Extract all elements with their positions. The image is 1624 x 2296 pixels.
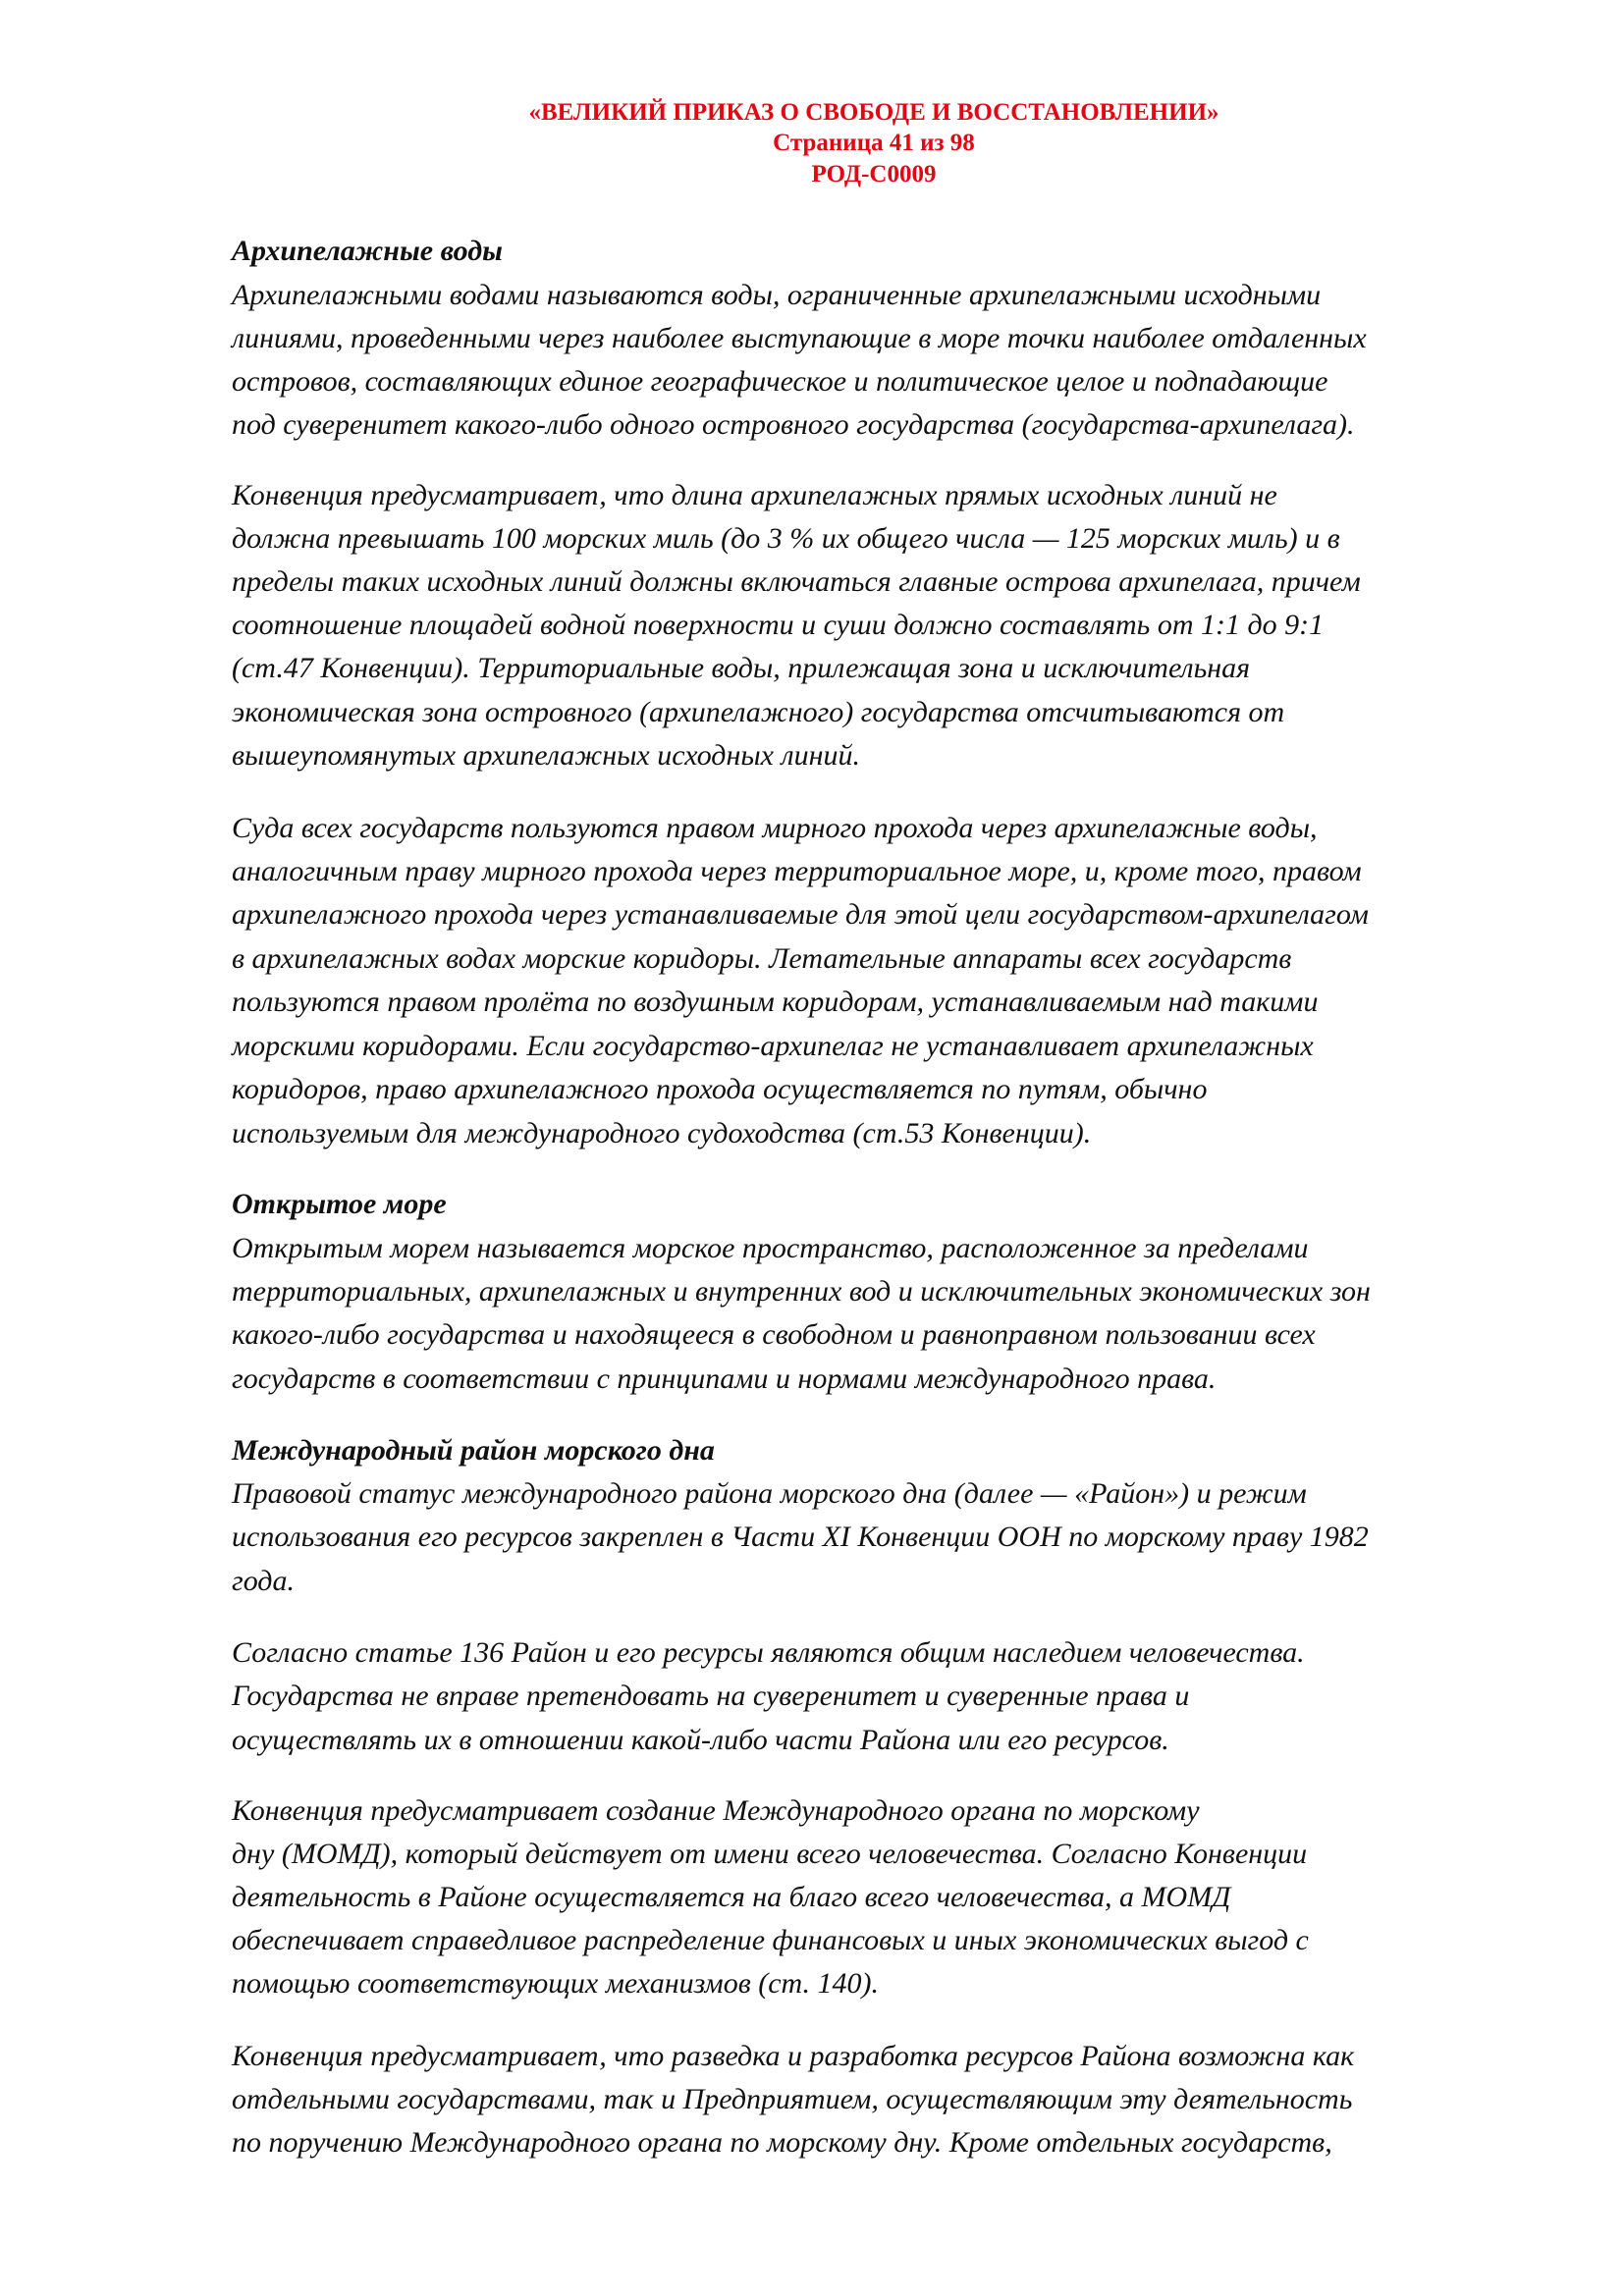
text-line: государств в соответствии с принципами и нормами международного права. (232, 1362, 1217, 1395)
text-line: использования его ресурсов закреплен в Части XI Конвенции ООН по морскому праву 1982 (232, 1521, 1369, 1553)
text-line: по поручению Международного органа по морскому дну. Кроме отдельных государств, (232, 2126, 1332, 2159)
text-line: Конвенция предусматривает, что разведка и разработка ресурсов Района возможна как (232, 2040, 1355, 2072)
text-line: пользуются правом пролёта по воздушным коридорам, устанавливаемым над такими (232, 986, 1319, 1018)
text-line: островов, составляющих единое географическое и политическое целое и подпадающие (232, 365, 1328, 398)
text-line: отдельными государствами, так и Предприятием, осуществляющим эту деятельность (232, 2083, 1353, 2115)
text-line: линиями, проведенными через наиболее выступающие в море точки наиболее отдаленных (232, 322, 1367, 354)
text-line: коридоров, право архипелажного прохода осуществляется по путям, обычно (232, 1073, 1208, 1105)
text-line: должна превышать 100 морских миль (до 3 % их общего числа — 125 морских миль) и в (232, 522, 1340, 555)
text-line: вышеупомянутых архипелажных исходных линий. (232, 739, 860, 772)
text-line: морскими коридорами. Если государство-архипелаг не устанавливает архипелажных (232, 1030, 1314, 1062)
text-line: соотношение площадей водной поверхности и суши должно составлять от 1:1 до 9:1 (232, 609, 1325, 641)
text-line: осуществлять их в отношении какой-либо части Района или его ресурсов. (232, 1724, 1169, 1756)
text-line: года. (232, 1565, 295, 1597)
section-heading: Открытое море (232, 1188, 447, 1220)
text-line: Согласно статье 136 Район и его ресурсы являются общим наследием человечества. (232, 1636, 1305, 1669)
document-code: РОД-С0009 (811, 161, 937, 187)
text-line: Правовой статус международного района морского дна (далее — «Район») и режим (232, 1477, 1307, 1510)
text-line: Открытым морем называется морское пространство, расположенное за пределами (232, 1232, 1309, 1264)
text-line: какого-либо государства и находящееся в свободном и равноправном пользовании всех (232, 1318, 1316, 1351)
document-title: «ВЕЛИКИЙ ПРИКАЗ О СВОБОДЕ И ВОССТАНОВЛЕНИИ» (528, 99, 1219, 126)
page-number: Страница 41 из 98 (773, 130, 975, 156)
text-line: используемым для международного судоходства (ст.53 Конвенции). (232, 1117, 1092, 1149)
text-line: аналогичным праву мирного прохода через территориальное море, и, кроме того, правом (232, 855, 1362, 887)
text-line: Конвенция предусматривает, что длина архипелажных прямых исходных линий не (232, 479, 1277, 511)
text-line: Архипелажными водами называются воды, ограниченные архипелажными исходными (232, 279, 1322, 311)
text-line: Суда всех государств пользуются правом мирного прохода через архипелажные воды, (232, 812, 1318, 844)
text-line: деятельность в Районе осуществляется на благо всего человечества, а МОМД (232, 1881, 1231, 1913)
text-line: (ст.47 Конвенции). Территориальные воды, прилежащая зона и исключительная (232, 652, 1251, 684)
section-heading: Международный район морского дна (232, 1434, 715, 1467)
text-line: обеспечивает справедливое распределение финансовых и иных экономических выгод с (232, 1924, 1309, 1956)
text-line: архипелажного прохода через устанавливаемые для этой цели государством-архипелагом (232, 898, 1369, 931)
text-line: Конвенция предусматривает создание Международного органа по морскому (232, 1794, 1200, 1827)
text-line: пределы таких исходных линий должны включаться главные острова архипелага, причем (232, 565, 1361, 598)
section-heading: Архипелажные воды (232, 235, 503, 267)
text-line: помощью соответствующих механизмов (ст. 140). (232, 1967, 880, 2000)
text-line: под суверенитет какого-либо одного островного государства (государства-архипелага). (232, 408, 1355, 441)
text-line: дну (МОМД), который действует от имени всего человечества. Согласно Конвенции (232, 1838, 1308, 1870)
text-line: в архипелажных водах морские коридоры. Летательные аппараты всех государств (232, 942, 1292, 975)
text-line: Государства не вправе претендовать на суверенитет и суверенные права и (232, 1680, 1190, 1712)
text-line: территориальных, архипелажных и внутренних вод и исключительных экономических зон (232, 1275, 1371, 1308)
text-line: экономическая зона островного (архипелажного) государства отсчитываются от (232, 696, 1285, 728)
